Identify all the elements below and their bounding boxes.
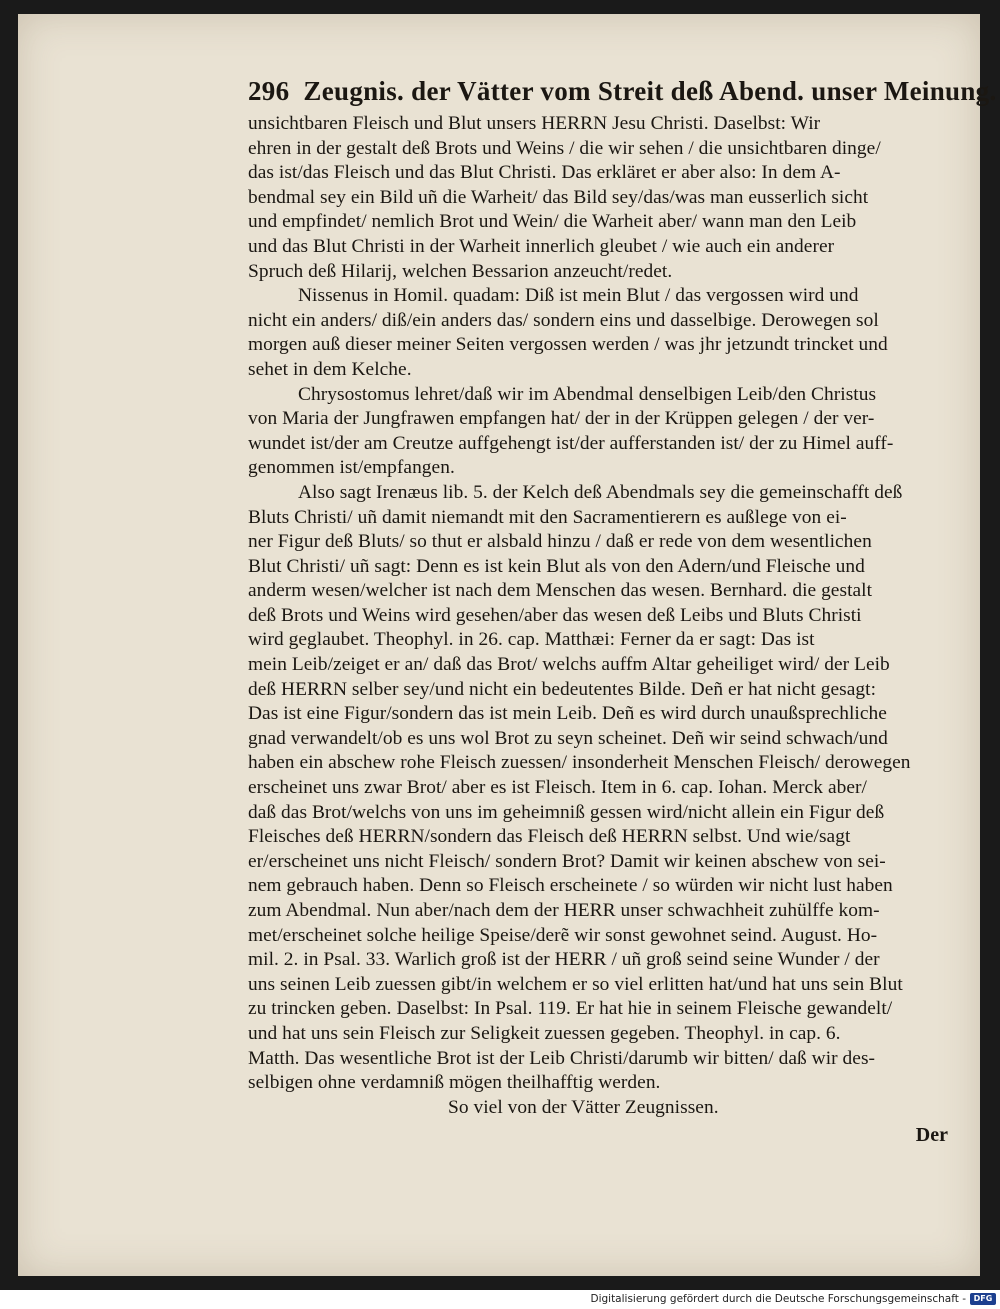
text-line: erscheinet uns zwar Brot/ aber es ist Fleisch. Item in 6. cap. Iohan. Merck aber/ xyxy=(248,777,867,799)
text-line: deß HERRN selber sey/und nicht ein bedeutentes Bilde. Deñ er hat nicht gesagt: xyxy=(248,678,877,700)
text-line: Spruch deß Hilarij, welchen Bessarion anzeucht/redet. xyxy=(248,260,673,282)
text-line: nicht ein anders/ diß/ein anders das/ sondern eins und dasselbige. Derowegen sol xyxy=(248,309,879,331)
dfg-logo-icon: DFG xyxy=(970,1293,996,1305)
digitization-footer xyxy=(0,1290,1000,1309)
text-line: anderm wesen/welcher ist nach dem Menschen das wesen. Bernhard. die gestalt xyxy=(248,580,873,602)
running-head-title: Zeugnis. der Vätter vom Streit deß Abend. unser Meinung. xyxy=(303,76,997,106)
text-line: Also sagt Irenæus lib. 5. der Kelch deß Abendmals sey die gemeinschafft deß xyxy=(298,481,903,503)
text-line: Matth. Das wesentliche Brot ist der Leib Christi/darumb wir bitten/ daß wir des- xyxy=(248,1047,876,1069)
page-number: 296 xyxy=(248,76,290,106)
text-line: Das ist eine Figur/sondern das ist mein Leib. Deñ es wird durch unaußsprechliche xyxy=(248,703,887,725)
text-line: genommen ist/empfangen. xyxy=(248,457,455,479)
page-content xyxy=(248,76,997,1147)
text-line: daß das Brot/welchs von uns im geheimniß gessen wird/nicht allein ein Figur deß xyxy=(248,801,885,823)
text-line: deß Brots und Weins wird gesehen/aber das wesen deß Leibs und Bluts Christi xyxy=(248,604,862,626)
text-line: und hat uns sein Fleisch zur Seligkeit zuessen gegeben. Theophyl. in cap. 6. xyxy=(248,1022,841,1044)
running-head xyxy=(248,76,997,114)
text-line: met/erscheinet solche heilige Speise/derẽ wir sonst gewohnet seind. August. Ho- xyxy=(248,924,878,946)
catchword: Der xyxy=(915,1124,948,1147)
text-line: nem gebrauch haben. Denn so Fleisch erscheinete / so würden wir nicht lust haben xyxy=(248,875,893,897)
text-line: Chrysostomus lehret/daß wir im Abendmal denselbigen Leib/den Christus xyxy=(298,383,877,405)
text-line: bendmal sey ein Bild uñ die Warheit/ das Bild sey/das/was man eusserlich sicht xyxy=(248,186,869,208)
text-line: morgen auß dieser meiner Seiten vergossen werden / was jhr jetzundt trincket und xyxy=(248,334,888,356)
text-line: haben ein abschew rohe Fleisch zuessen/ insonderheit Menschen Fleisch/ derowegen xyxy=(248,752,911,774)
closing-line: So viel von der Vätter Zeugnissen. xyxy=(448,1096,719,1118)
text-line: zu trincken geben. Daselbst: In Psal. 119. Er hat hie in seinem Fleische gewandelt/ xyxy=(248,998,893,1020)
text-line: selbigen ohne verdamniß mögen theilhafftig werden. xyxy=(248,1072,661,1094)
text-line: zum Abendmal. Nun aber/nach dem der HERR unser schwachheit zuhülffe kom- xyxy=(248,900,880,921)
footer-credit: Digitalisierung gefördert durch die Deutsche Forschungsgemeinschaft - xyxy=(590,1293,966,1305)
text-line: wird geglaubet. Theophyl. in 26. cap. Matthæi: Ferner da er sagt: Das ist xyxy=(248,629,815,651)
text-line: Blut Christi/ uñ sagt: Denn es ist kein Blut als von den Adern/und Fleische und xyxy=(248,555,865,577)
text-line: unsichtbaren Fleisch und Blut unsers HERRN Jesu Christi. Daselbst: Wir xyxy=(248,113,821,134)
text-line: gnad verwandelt/ob es uns wol Brot zu seyn scheinet. Deñ wir seind schwach/und xyxy=(248,727,888,749)
text-line: ehren in der gestalt deß Brots und Weins / die wir sehen / die unsichtbaren dinge/ xyxy=(248,137,881,159)
text-line: und empfindet/ nemlich Brot und Wein/ die Warheit aber/ wann man den Leib xyxy=(248,211,857,233)
text-line: von Maria der Jungfrawen empfangen hat/ der in der Krüppen gelegen / der ver- xyxy=(248,408,875,430)
text-line: uns seinen Leib zuessen gibt/in welchem er so viel erlitten hat/und hat uns sein Blut xyxy=(248,973,903,995)
text-line: sehet in dem Kelche. xyxy=(248,358,412,380)
text-line: das ist/das Fleisch und das Blut Christi. Das erkläret er aber also: In dem A- xyxy=(248,162,841,184)
text-line: Bluts Christi/ uñ damit niemandt mit den Sacramentierern es außlege von ei- xyxy=(248,506,847,528)
text-line: wundet ist/der am Creutze auffgehengt ist/der aufferstanden ist/ der zu Himel auff- xyxy=(248,432,894,454)
text-line: ner Figur deß Bluts/ so thut er alsbald hinzu / daß er rede von dem wesentlichen xyxy=(248,531,872,553)
text-line: mein Leib/zeiget er an/ daß das Brot/ welchs auffm Altar geheiliget wird/ der Leib xyxy=(248,654,890,676)
text-line: Fleisches deß HERRN/sondern das Fleisch deß HERRN selbst. Und wie/sagt xyxy=(248,826,851,848)
text-line: Nissenus in Homil. quadam: Diß ist mein Blut / das vergossen wird und xyxy=(298,285,859,307)
text-line: mil. 2. in Psal. 33. Warlich groß ist der HERR / uñ groß seind seine Wunder / der xyxy=(248,949,880,971)
body-text xyxy=(248,112,948,1096)
text-line: und das Blut Christi in der Warheit innerlich gleubet / wie auch ein anderer xyxy=(248,235,835,257)
text-line: er/erscheinet uns nicht Fleisch/ sondern Brot? Damit wir keinen abschew von sei- xyxy=(248,850,886,872)
